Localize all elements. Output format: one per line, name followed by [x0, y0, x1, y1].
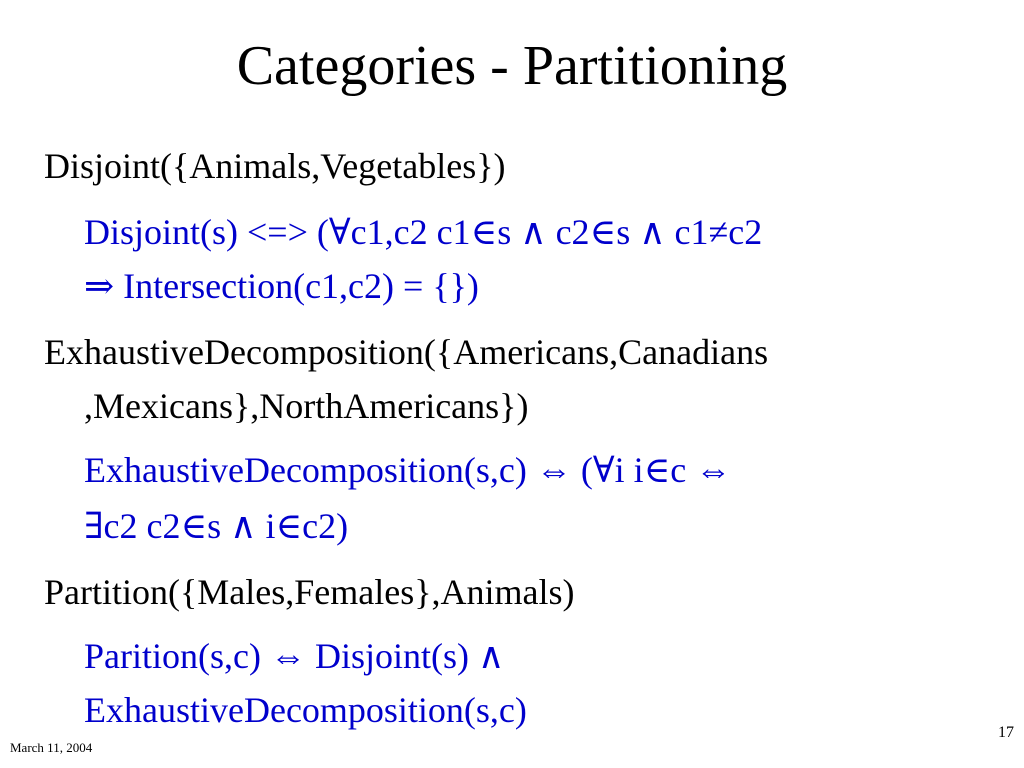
definition-disjoint-line-1: Disjoint(s) <=> (∀c1,c2 c1∈s ∧ c2∈s ∧ c1≠c2: [84, 212, 763, 252]
definition-disjoint-line-2: ⇒ Intersection(c1,c2) = {}): [84, 266, 479, 306]
definition-exhaustive-line-2: ∃c2 c2∈s ∧ i∈c2): [84, 506, 349, 546]
slide-title: Categories - Partitioning: [236, 35, 788, 97]
definition-partition-line-2: ExhaustiveDecomposition(s,c): [84, 690, 527, 730]
bullet-disjoint-example: Disjoint({Animals,Vegetables}): [44, 146, 506, 186]
bullet-exhaustive-example-line-1: ExhaustiveDecomposition({Americans,Canadians: [44, 332, 769, 372]
definition-exhaustive-line-1: ExhaustiveDecomposition(s,c) ⇔ (∀i i∈c ⇔: [84, 450, 732, 490]
bullet-exhaustive-example-line-2: ,Mexicans},NorthAmericans}): [84, 386, 529, 426]
definition-partition-line-1: Parition(s,c) ⇔ Disjoint(s) ∧: [84, 636, 505, 676]
bullet-partition-example: Partition({Males,Females},Animals): [44, 572, 575, 612]
page-number: 17: [998, 724, 1014, 741]
footer-date: March 11, 2004: [10, 740, 93, 755]
